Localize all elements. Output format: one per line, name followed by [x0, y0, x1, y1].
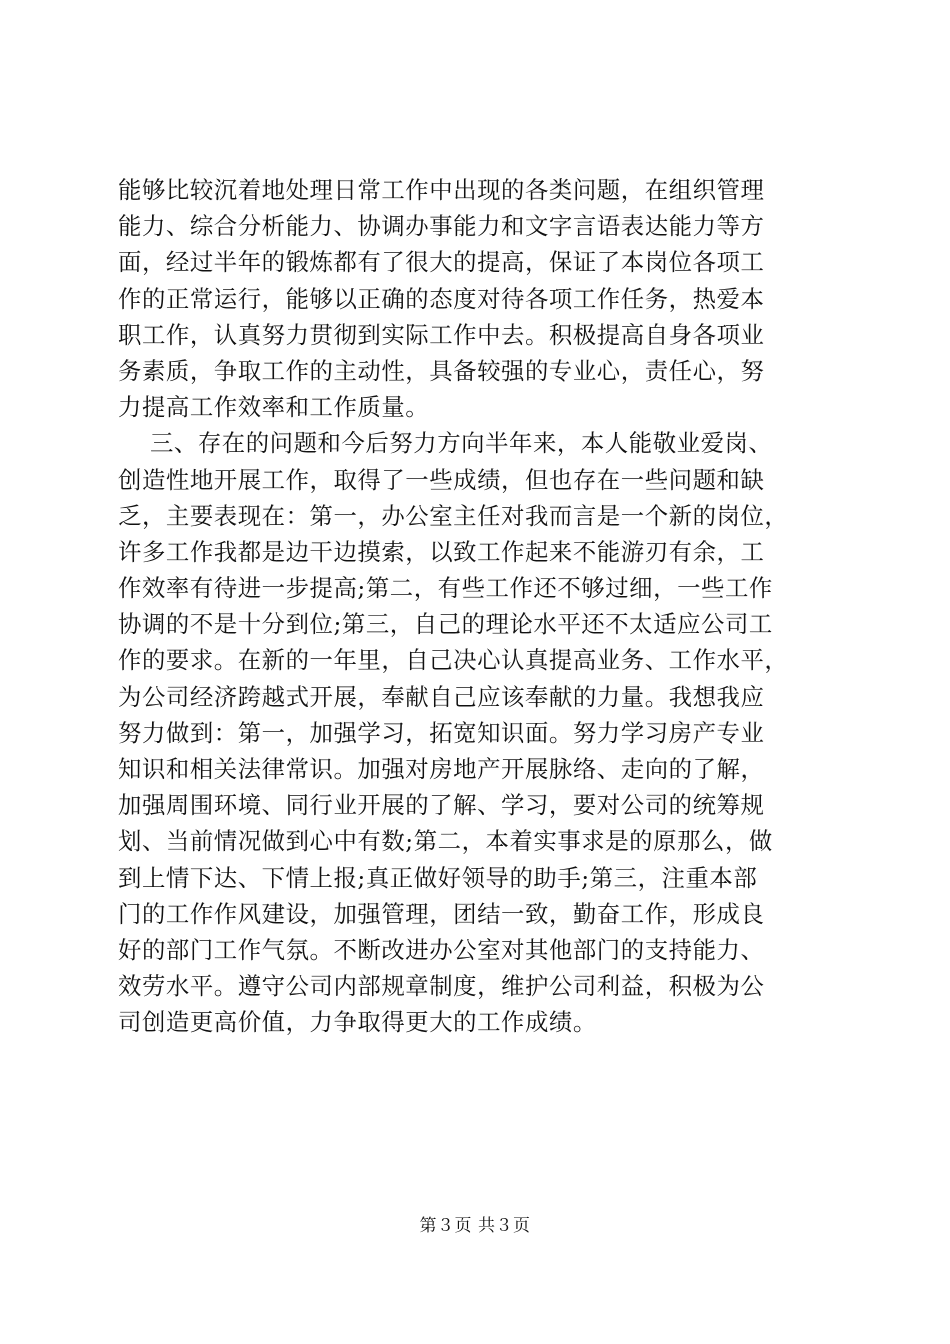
text-line: 努力做到：第一，加强学习，拓宽知识面。努力学习房产专业 [118, 718, 765, 747]
text-line: 能力、综合分析能力、协调办事能力和文字言语表达能力等方 [118, 212, 765, 241]
text-line: 面，经过半年的锻炼都有了很大的提高，保证了本岗位各项工 [118, 248, 765, 277]
text-line: 作的要求。在新的一年里，自己决心认真提高业务、工作水平， [118, 646, 789, 675]
text-line: 到上情下达、下情上报;真正做好领导的助手;第三，注重本部 [118, 863, 758, 892]
text-line: 划、当前情况做到心中有数;第二，本着实事求是的原那么，做 [118, 827, 773, 856]
text-line: 创造性地开展工作，取得了一些成绩，但也存在一些问题和缺 [118, 465, 765, 494]
text-line: 作效率有待进一步提高;第二，有些工作还不够过细，一些工作 [118, 574, 773, 603]
text-line: 务素质，争取工作的主动性，具备较强的专业心，责任心，努 [118, 356, 765, 385]
text-line: 门的工作作风建设，加强管理，团结一致，勤奋工作，形成良 [118, 899, 765, 928]
text-line: 效劳水平。遵守公司内部规章制度，维护公司利益，积极为公 [118, 972, 765, 1001]
text-line: 三、存在的问题和今后努力方向半年来，本人能敬业爱岗、 [118, 429, 773, 458]
text-line: 作的正常运行，能够以正确的态度对待各项工作任务，热爱本 [118, 284, 765, 313]
text-line: 为公司经济跨越式开展，奉献自己应该奉献的力量。我想我应 [118, 682, 765, 711]
text-line: 好的部门工作气氛。不断改进办公室对其他部门的支持能力、 [118, 935, 765, 964]
page-number-footer: 第３页 共３页 [419, 1216, 531, 1236]
text-line: 乏，主要表现在：第一，办公室主任对我而言是一个新的岗位， [118, 501, 789, 530]
document-body [118, 172, 838, 1041]
text-line: 司创造更高价值，力争取得更大的工作成绩。 [118, 1008, 597, 1037]
text-line: 能够比较沉着地处理日常工作中出现的各类问题，在组织管理 [118, 176, 765, 204]
text-line: 知识和相关法律常识。加强对房地产开展脉络、走向的了解， [118, 755, 765, 783]
text-line: 协调的不是十分到位;第三，自己的理论水平还不太适应公司工 [118, 610, 773, 639]
text-line: 许多工作我都是边干边摸索，以致工作起来不能游刃有余，工 [118, 537, 765, 566]
text-line: 职工作，认真努力贯彻到实际工作中去。积极提高自身各项业 [118, 320, 765, 349]
text-line: 加强周围环境、同行业开展的了解、学习，要对公司的统筹规 [118, 791, 765, 820]
text-line: 力提高工作效率和工作质量。 [118, 393, 430, 422]
